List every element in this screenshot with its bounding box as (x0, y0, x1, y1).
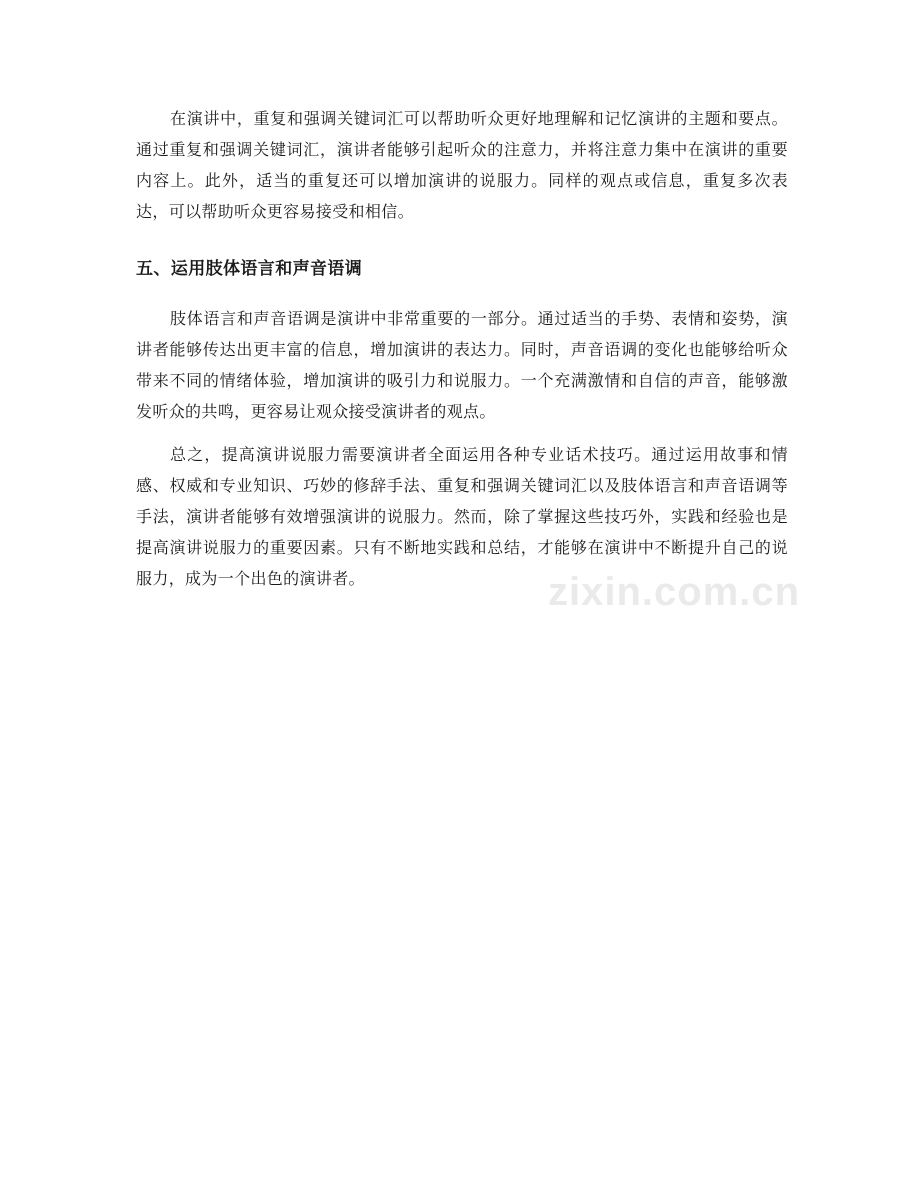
section-heading-body-language: 五、运用肢体语言和声音语调 (136, 259, 363, 279)
paragraph-body-language: 肢体语言和声音语调是演讲中非常重要的一部分。通过适当的手势、表情和姿势，演讲者能够传达出更丰富的信息，增加演讲的表达力。同时，声音语调的变化也能够给听众带来不同的情绪体验，增加演讲的吸引力和说服力。一个充满激情和自信的声音，能够激发听众的共鸣，更容易让观众接受演讲者的观点。 (136, 309, 788, 421)
paragraph-repetition: 在演讲中，重复和强调关键词汇可以帮助听众更好地理解和记忆演讲的主题和要点。通过重复和强调关键词汇，演讲者能够引起听众的注意力，并将注意力集中在演讲的重要内容上。此外，适当的重复还可以增加演讲的说服力。同样的观点或信息，重复多次表达，可以帮助听众更容易接受和相信。 (136, 109, 788, 221)
paragraph-conclusion: 总之，提高演讲说服力需要演讲者全面运用各种专业话术技巧。通过运用故事和情感、权威和专业知识、巧妙的修辞手法、重复和强调关键词汇以及肢体语言和声音语调等手法，演讲者能够有效增强演讲的说服力。然而，除了掌握这些技巧外，实践和经验也是提高演讲说服力的重要因素。只有不断地实践和总结，才能够在演讲中不断提升自己的说服力，成为一个出色的演讲者。 (136, 445, 788, 588)
document-body (136, 103, 788, 594)
watermark: zixin.com.cn (548, 570, 801, 614)
